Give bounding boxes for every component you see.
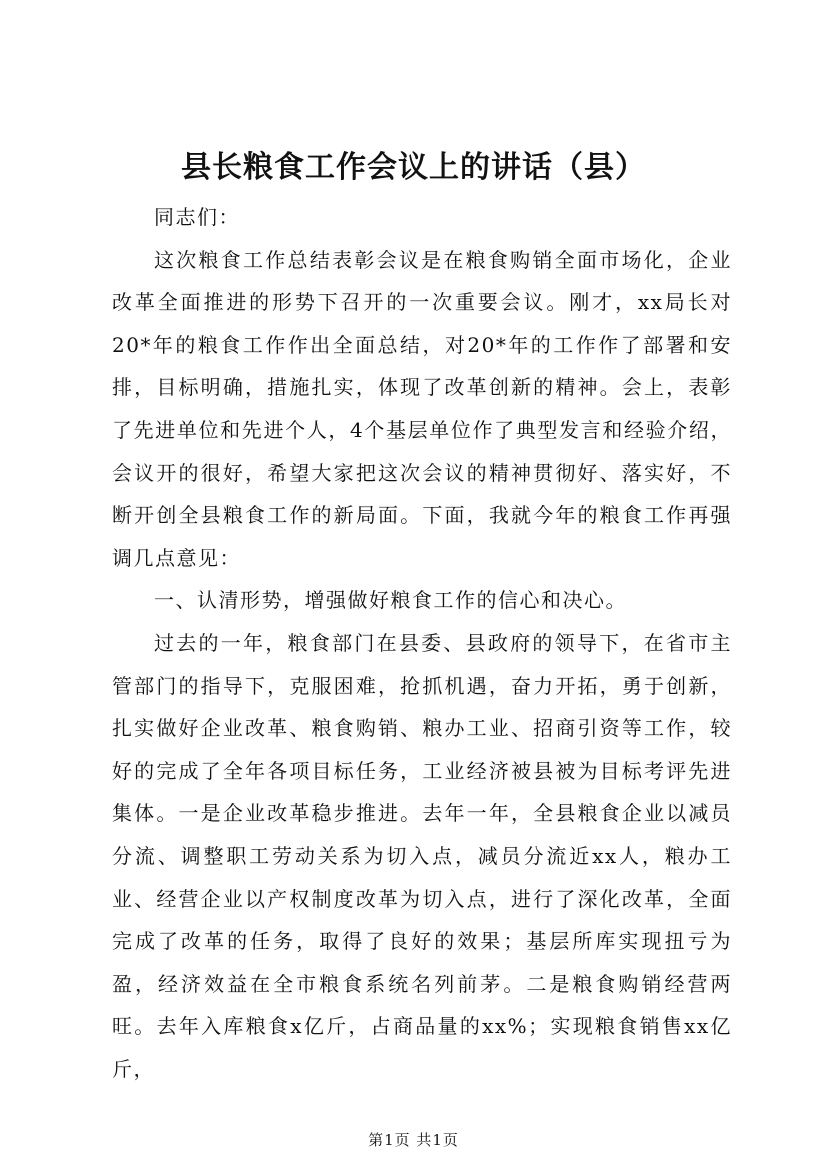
document-title: 县长粮食工作会议上的讲话（县） (181, 150, 646, 185)
paragraph-intro: 这次粮食工作总结表彰会议是在粮食购销全面市场化，企业改革全面推进的形势下召开的一次重要会议。刚才，xx局长对20*年的粮食工作作出全面总结，对20*年的工作作了部署和安排，目标明确，措施扎实，体现了改革创新的精神。会上，表彰了先进单位和先进个人，4个基层单位作了典型发言和经验介绍，会议开的很好，希望大家把这次会议的精神贯彻好、落实好，不断开创全县粮食工作的新局面。下面，我就今年的粮食工作再强调几点意见： (112, 247, 732, 570)
section-heading: 一、认清形势，增强做好粮食工作的信心和决心。 (154, 588, 627, 613)
paragraph-review: 过去的一年，粮食部门在县委、县政府的领导下，在省市主管部门的指导下，克服困难，抢抓机遇，奋力开拓，勇于创新，扎实做好企业改革、粮食购销、粮办工业、招商引资等工作，较好的完成了全年各项目标任务，工业经济被县被为目标考评先进集体。一是企业改革稳步推进。去年一年，全县粮食企业以减员分流、调整职工劳动关系为切入点，减员分流近xx人，粮办工业、经营企业以产权制度改革为切入点，进行了深化改革，全面完成了改革的任务，取得了良好的效果；基层所库实现扭亏为盈，经济效益在全市粮食系统名列前茅。二是粮食购销经营两旺。去年入库粮食x亿斤，占商品量的xx%；实现粮食销售xx亿斤， (112, 630, 732, 1081)
salutation: 同志们： (154, 205, 240, 229)
page-footer: 第1页 共1页 (368, 1131, 459, 1149)
document-body (112, 196, 732, 1090)
